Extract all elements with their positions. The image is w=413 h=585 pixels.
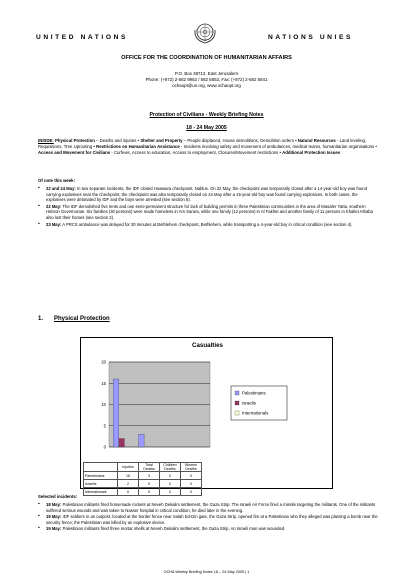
- legend-swatch: [235, 411, 239, 415]
- note-date: 23 May:: [46, 221, 62, 227]
- office-title: OFFICE FOR THE COORDINATION OF HUMANITARIAN AFFAIRS: [121, 55, 292, 61]
- table-row: [84, 472, 202, 480]
- table-cell: 0: [139, 488, 160, 496]
- list-item: [38, 204, 378, 221]
- table-cell: 0: [181, 480, 202, 488]
- table-cell: 0: [118, 488, 139, 496]
- table-row-label: Palestinians: [84, 472, 118, 480]
- table-cell: 0: [181, 488, 202, 496]
- table-cell: 2: [118, 480, 139, 488]
- selected-list: [38, 502, 378, 533]
- y-tick-label: 20: [101, 359, 106, 365]
- table-cell: 0: [160, 488, 181, 496]
- table-corner-cell: [84, 463, 118, 472]
- note-date: 22 and 24 May:: [46, 186, 76, 191]
- table-cell: 0: [139, 480, 160, 488]
- table-row-label: Israelis: [84, 480, 118, 488]
- y-tick-label: 5: [103, 423, 106, 429]
- note-date: 22 May:: [46, 203, 62, 209]
- page-footer: OCHA Weekly Briefing Notes 18 – 24 May 2005 | 1: [163, 570, 250, 574]
- incident-date: 18 May:: [46, 502, 62, 507]
- header-nations-unies: NATIONS UNIES: [268, 34, 353, 41]
- note-text: A PRCS ambulance was delayed for 30 minutes at Bethlehem checkpoint, Bethlehem, while transporting a 4-year-old boy in critical condition (see section 4).: [61, 221, 353, 227]
- inside-humanitarian-text: - Incidents involving safety and movement of ambulances, medical teams, humanitarian organisations •: [179, 144, 377, 149]
- incident-text: Palestinian militants fired homemade rockets at Neveh Dekalim settlement, the Gaza Strip. The Israeli Air Force fired a missile targeting the militants. One of the militants suffered serious wounds and was taken to Nasser hospital in critical condition; he died later in the evening.: [46, 502, 376, 513]
- legend-label: Internationals: [242, 410, 269, 416]
- list-item: [38, 526, 378, 532]
- inside-shelter-text: – People displaced, House demolitions, Demolition orders •: [182, 138, 298, 143]
- note-text: The IDF demolished five tents and one semi-permanent structure for lack of building permits in three Palestinian communities in the area of Masafer Yatta, southern Hebron Governorate. Six families (30 persons) were made homeless in Am Sarara, while one family (12 persons) in Al Fakhet and another family of 11 persons in Khallet Athaba also lost their homes (see section 2).: [46, 203, 373, 220]
- section-physical-protection: [38, 316, 110, 322]
- table-cell: 0: [160, 480, 181, 488]
- table-cell: 16: [118, 472, 139, 480]
- table-row-label: Internationals: [84, 488, 118, 496]
- inside-summary: [38, 138, 380, 156]
- bar: [139, 434, 145, 447]
- inside-natural-resources[interactable]: Natural Resources: [297, 138, 336, 143]
- table-cell: 3: [139, 472, 160, 480]
- casualties-chart: [80, 337, 333, 494]
- inside-access-movement[interactable]: Access and Movement for Civilians: [38, 150, 111, 155]
- y-tick-label: 0: [103, 444, 106, 450]
- office-address: P.O. Box 38712, East Jerusalem: [174, 71, 239, 76]
- table-column-header: Women Deaths: [181, 463, 202, 472]
- inside-label: INSIDE:: [38, 138, 54, 143]
- notes-heading: Of note this week:: [38, 178, 76, 183]
- y-tick-label: 15: [101, 380, 106, 386]
- list-item: [38, 186, 378, 203]
- inside-natural-text: - Land leveling, Requisitions, Tree Uprooting •: [38, 138, 367, 149]
- section-number: 1.: [38, 316, 44, 322]
- report-title: Protection of Civilians - Weekly Briefing Notes: [149, 112, 264, 118]
- bar: [113, 379, 119, 447]
- incident-date: 19 May:: [46, 514, 62, 520]
- chart-title: Casualties: [192, 342, 223, 349]
- inside-humanitarian-restrictions[interactable]: Restrictions on Humanitarian Assistance: [96, 144, 180, 149]
- notes-list: [38, 186, 378, 228]
- legend-label: Israelis: [242, 400, 256, 406]
- table-row: [84, 480, 202, 488]
- legend-label: Palestinians: [242, 390, 266, 396]
- incident-text: IDF soldiers in an outpost, located at the border fence near Salah Ed-Din gate, the Gaza Strip, opened fire at a Palestinian who they alleged was planting a bomb near the security fence; the Palestinian was killed by an explosive device.: [46, 514, 378, 525]
- casualty-table: [83, 462, 202, 496]
- office-phone-fax: Phone: (+972) 2-582 9962 / 582 5853, Fax: (+972) 2-582 5841: [145, 77, 268, 82]
- incident-text: Palestinian militants fired three mortar shells at Neveh Dekalim settlement, the Gaza Strip. An Israeli man was wounded.: [61, 526, 286, 532]
- table-cell: 0: [160, 472, 181, 480]
- un-emblem-icon: [192, 20, 218, 46]
- section-title: Physical Protection: [54, 316, 110, 322]
- inside-physical-protection[interactable]: Physical Protection: [54, 138, 95, 143]
- table-column-header: Children Deaths: [160, 463, 181, 472]
- legend-swatch: [235, 401, 239, 405]
- list-item: [38, 502, 378, 513]
- inside-shelter-property[interactable]: Shelter and Property: [140, 138, 183, 143]
- chart-canvas: [81, 338, 334, 462]
- inside-physical-text: – Deaths and injuries •: [94, 138, 141, 143]
- list-item: [38, 222, 378, 228]
- inside-additional-issues[interactable]: Additional Protection Issues: [282, 150, 341, 155]
- table-row: [84, 488, 202, 496]
- table-header-row: [84, 463, 202, 472]
- header-united-nations: UNITED NATIONS: [36, 34, 128, 41]
- list-item: [38, 514, 378, 525]
- inside-access-text: - Curfews, Access to education, Access to employment, Closures/Movement restrictions •: [110, 150, 283, 155]
- report-dates: 18 - 24 May 2005: [186, 125, 227, 131]
- incident-date: 19 May:: [46, 526, 62, 532]
- office-contact-links[interactable]: ochaopt@un.org, www.ochaopt.org: [172, 83, 241, 88]
- selected-heading: Selected incidents:: [38, 494, 78, 499]
- legend-swatch: [235, 391, 239, 395]
- bar: [119, 439, 125, 448]
- table-column-header: Injuries: [118, 463, 139, 472]
- table-cell: 0: [181, 472, 202, 480]
- y-tick-label: 10: [101, 402, 106, 407]
- table-column-header: Total Deaths: [139, 463, 160, 472]
- note-text: In two separate incidents, the IDF closed Huwwara checkpoint, Nablus. On 22 May, the checkpoint was temporarily closed after a 14-year-old boy was found carrying explosives near the checkpoint; the checkpoint was also temporarily closed on 24 May after a 15-year-old boy was found carrying explosives. In both cases, the explosives were detonated by IDF and the boys were arrested (see section 6).: [46, 186, 367, 203]
